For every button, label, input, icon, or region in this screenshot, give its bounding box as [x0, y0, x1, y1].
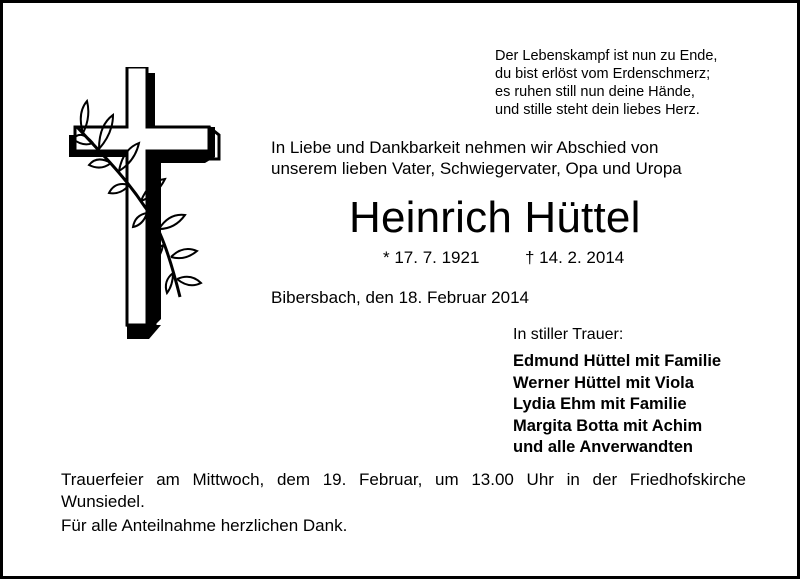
poem-line: du bist erlöst vom Erdenschmerz; — [495, 66, 711, 82]
thanks-note: Für alle Anteilnahme herzlichen Dank. — [61, 516, 348, 535]
poem-line: Der Lebenskampf ist nun zu Ende, — [495, 48, 718, 64]
mourner-name: Werner Hüttel mit Viola — [513, 373, 694, 392]
mourner-name: Margita Botta mit Achim — [513, 416, 703, 435]
birth-date: * 17. 7. 1921 — [383, 248, 480, 267]
cross-with-palm-branch-icon — [55, 67, 235, 357]
place-and-date: Bibersbach, den 18. Februar 2014 — [271, 288, 530, 307]
death-date: † 14. 2. 2014 — [525, 248, 625, 267]
deceased-name: Heinrich Hüttel — [349, 193, 641, 242]
intro-line: In Liebe und Dankbarkeit nehmen wir Abschied von — [271, 138, 659, 157]
farewell-intro — [271, 137, 682, 179]
memorial-poem — [495, 47, 717, 119]
mourner-name: und alle Anverwandten — [513, 438, 694, 456]
mourners-list — [513, 351, 721, 459]
mourners-block — [513, 325, 721, 459]
funeral-service-info: Trauerfeier am Mittwoch, dem 19. Februar, um 13.00 Uhr in der Friedhofskirche Wunsiedel. — [61, 470, 746, 511]
poem-line: es ruhen still nun deine Hände, — [495, 84, 695, 100]
mourner-name: Lydia Ehm mit Familie — [513, 395, 687, 413]
intro-line: unserem lieben Vater, Schwiegervater, Opa und Uropa — [271, 159, 682, 178]
poem-line: und stille steht dein liebes Herz. — [495, 102, 700, 118]
mourner-name: Edmund Hüttel mit Familie — [513, 352, 722, 370]
mourners-heading: In stiller Trauer: — [513, 326, 624, 343]
